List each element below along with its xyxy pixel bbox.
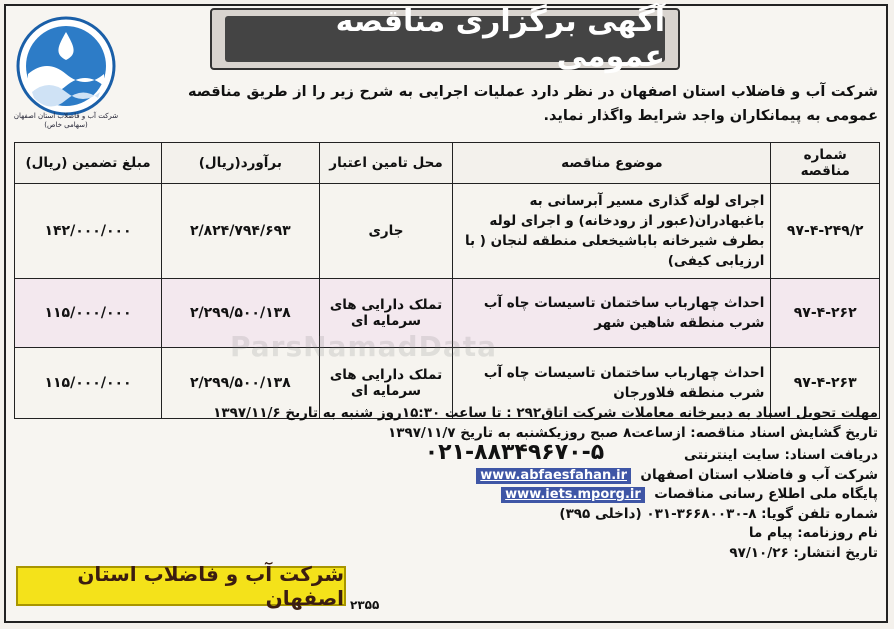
receive-value: سایت اینترنتی (684, 447, 780, 463)
cell-source: تملک دارایی های سرمایه ای (319, 279, 453, 348)
opening-label: تاریخ گشایش اسناد مناقصه: (690, 424, 878, 441)
table-header-row (15, 143, 880, 184)
publish-date-line (178, 544, 878, 564)
cell-estimate: ۲/۸۲۴/۷۹۴/۶۹۳ (162, 184, 319, 279)
cell-subject: احداث چهارباب ساختمان تاسیسات چاه آب شرب منطقه فلاورجان (453, 348, 771, 419)
receive-label: دریافت اسناد: (784, 447, 878, 463)
cell-number: ۹۷-۴-۲۶۲ (771, 279, 880, 348)
publish-date-label: تاریخ انتشار: (793, 544, 878, 561)
cell-source: جاری (319, 184, 453, 279)
cell-guarantee: ۱۱۵/۰۰۰/۰۰۰ (15, 348, 162, 419)
page-title: آگهی برگزاری مناقصه عمومی (335, 4, 665, 74)
company-line (178, 466, 878, 486)
header-subject: موضوع مناقصه (453, 143, 771, 184)
portal-name: پایگاه ملی اطلاع رسانی مناقصات (654, 486, 878, 502)
title-banner (210, 4, 680, 74)
cell-estimate: ۲/۲۹۹/۵۰۰/۱۳۸ (162, 279, 319, 348)
newspaper-line (178, 524, 878, 544)
water-company-logo-icon (14, 14, 118, 118)
footer-company-name: شرکت آب و فاضلاب استان اصفهان (77, 562, 344, 610)
cell-subject: احداث چهارباب ساختمان تاسیسات چاه آب شرب منطقه شاهین شهر (453, 279, 771, 348)
receive-line (178, 440, 878, 466)
header-guarantee: مبلغ تضمین (ریال) (15, 143, 162, 184)
tender-details (178, 404, 878, 563)
fax-number: ۰۲۱-۸۸۳۴۹۶۷۰-۵ (424, 440, 605, 465)
title-banner-inner (225, 4, 665, 74)
company-website-link[interactable]: www.abfaesfahan.ir (476, 468, 631, 484)
cell-guarantee: ۱۱۵/۰۰۰/۰۰۰ (15, 279, 162, 348)
deadline-value: تا ساعت ۱۵:۳۰روز شنبه به تاریخ ۱۳۹۷/۱۱/۶ (213, 405, 502, 421)
header-estimate: برآورد(ریال) (162, 143, 319, 184)
deadline-label: مهلت تحویل اسناد به دبیرخانه معاملات شرکت اتاق۲۹۲ : (506, 405, 878, 421)
newspaper-value: پیام ما (748, 525, 793, 541)
logo-caption: شرکت آب و فاضلاب استان اصفهان (سهامی خاص) (13, 112, 119, 129)
cell-guarantee: ۱۴۲/۰۰۰/۰۰۰ (15, 184, 162, 279)
phone-value: ۸-۳۶۶۸۰۰۳۰-۰۳۱ (داخلی ۳۹۵) (559, 505, 757, 522)
table-row (15, 184, 880, 279)
opening-value: ازساعت۸ صبح روزیکشنبه به تاریخ ۱۳۹۷/۱۱/۷ (387, 424, 686, 441)
deadline-line (178, 404, 878, 424)
watermark: ParsNamadData (230, 330, 497, 363)
footer-company-banner (16, 562, 346, 610)
header-number: شماره مناقصه (771, 143, 880, 184)
ad-code: ۲۳۵۵ (350, 598, 380, 612)
phone-label: شماره تلفن گویا: (761, 505, 878, 522)
portal-website-link[interactable]: www.iets.mporg.ir (501, 487, 645, 503)
newspaper-label: نام روزنامه: (797, 525, 878, 541)
header-source: محل تامین اعتبار (319, 143, 453, 184)
cell-subject: اجرای لوله گذاری مسیر آبرسانی به باغبهادران(عبور از رودخانه) و اجرای لوله بطرف شیرخانه باباشیخعلی منطقه لنجان ( با ارزیابی کیفی) (453, 184, 771, 279)
company-name: شرکت آب و فاضلاب استان اصفهان (640, 466, 878, 483)
portal-line (178, 485, 878, 505)
publish-date-value: ۹۷/۱۰/۲۶ (729, 544, 789, 561)
intro-paragraph: شرکت آب و فاضلاب استان اصفهان در نظر دارد عملیات اجرایی به شرح زیر را از طریق مناقصه عمومی به پیمانکاران واجد شرایط واگذار نماید. (188, 84, 878, 124)
cell-number: ۹۷-۴-۲۴۹/۲ (771, 184, 880, 279)
cell-estimate: ۲/۲۹۹/۵۰۰/۱۳۸ (162, 348, 319, 419)
cell-number: ۹۷-۴-۲۶۳ (771, 348, 880, 419)
cell-source: تملک دارایی های سرمایه ای (319, 348, 453, 419)
phone-line (178, 505, 878, 525)
tender-table (14, 142, 880, 419)
